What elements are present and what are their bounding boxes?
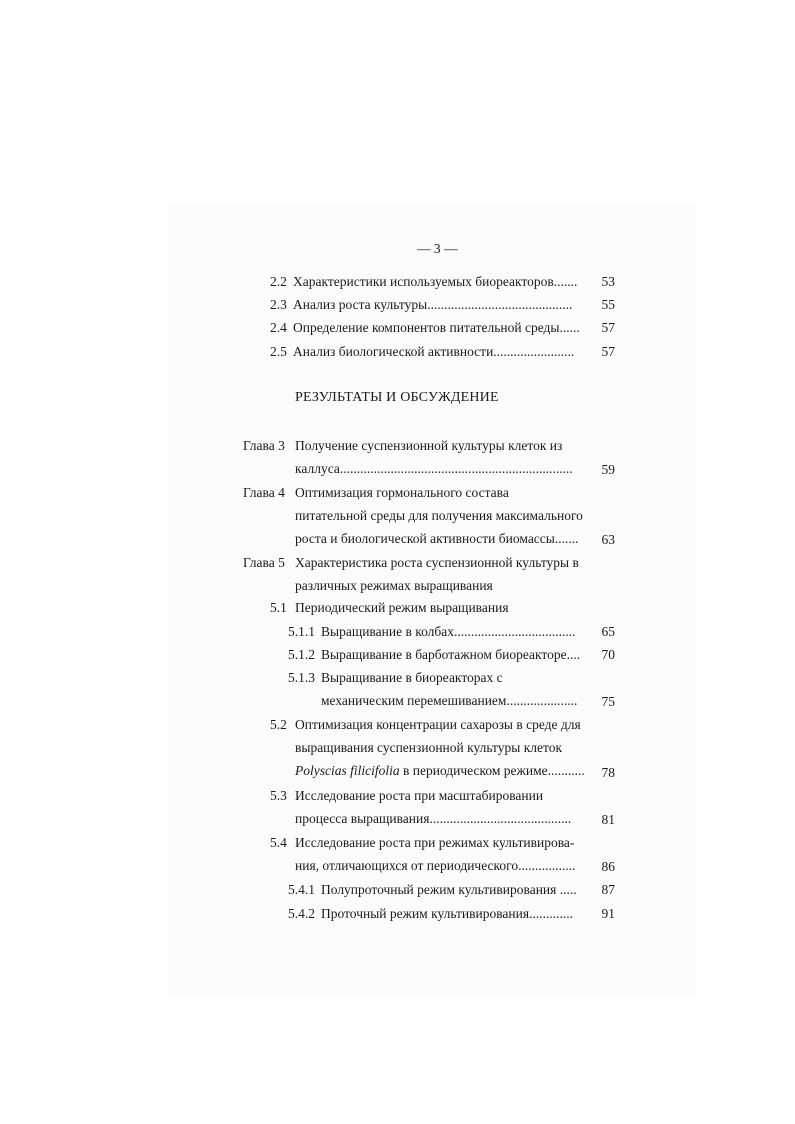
chapter-number: Глава 4 [243, 485, 285, 500]
toc-entry-text: Выращивание в барботажном биореакторе.... [321, 647, 581, 662]
toc-entry-text: Характеристики используемых биореакторов....... [293, 274, 578, 289]
toc-entry-text: ния, отличающихся от периодического................. [295, 858, 576, 873]
species-name: Polyscias filicifolia [295, 763, 400, 778]
toc-number: 5.3 [270, 788, 287, 803]
toc-number: 5.4 [270, 835, 287, 850]
toc-number: 5.1.2 [288, 647, 315, 662]
toc-page: 86 [601, 859, 615, 874]
toc-number: 5.1.3 [288, 670, 315, 685]
toc-page: 65 [601, 624, 615, 639]
toc-page: 70 [601, 647, 615, 662]
toc-entry-text: Получение суспензионной культуры клеток из [295, 438, 563, 453]
chapter-number: Глава 5 [243, 555, 285, 570]
toc-page: 55 [601, 297, 615, 312]
toc-entry-text: Характеристика роста суспензионной культуры в [295, 555, 579, 570]
toc-page: 91 [601, 906, 615, 921]
toc-entry-text: Выращивание в биореакторах с [321, 670, 503, 685]
toc-page: 57 [601, 320, 615, 335]
toc-page: 57 [601, 344, 615, 359]
toc-entry-text: Проточный режим культивирования............. [321, 906, 573, 921]
toc-number: 5.1 [270, 600, 287, 615]
toc-page: 75 [601, 694, 615, 709]
toc-page: 63 [601, 532, 615, 547]
page-number: — 3 — [417, 241, 458, 256]
toc-entry-text: Анализ биологической активности........................ [293, 344, 575, 359]
toc-entry-text: питательной среды для получения максимального [295, 508, 583, 523]
toc-entry-text-rest: в периодическом режиме........... [399, 763, 585, 778]
toc-number: 5.4.1 [288, 882, 315, 897]
toc-entry-text: Определение компонентов питательной среды...... [293, 320, 580, 335]
toc-entry-text: Исследование роста при режимах культивирова- [295, 835, 575, 850]
toc-entry-text: Выращивание в колбах.................................... [321, 624, 576, 639]
toc-page: 87 [601, 882, 615, 897]
toc-entry-text: Оптимизация гормонального состава [295, 485, 509, 500]
toc-entry-text: Полупроточный режим культивирования ..... [321, 882, 577, 897]
toc-number: 5.1.1 [288, 624, 315, 639]
chapter-number: Глава 3 [243, 438, 285, 453]
toc-entry-text: различных режимах выращивания [295, 578, 493, 593]
toc-page: 81 [601, 812, 615, 827]
toc-entry-text: выращивания суспензионной культуры клеток [295, 740, 563, 755]
toc-entry-text: каллуса..................................................................... [295, 461, 573, 476]
toc-number: 5.2 [270, 717, 287, 732]
toc-entry-text: Периодический режим выращивания [295, 600, 509, 615]
toc-entry-text: Оптимизация концентрации сахарозы в среде для [295, 717, 581, 732]
toc-entry-text: роста и биологической активности биомассы....... [295, 531, 579, 546]
toc-number: 5.4.2 [288, 906, 315, 921]
toc-page: 53 [601, 274, 615, 289]
toc-entry-text [295, 762, 585, 779]
toc-entry-text: механическим перемешиванием..................... [321, 693, 578, 708]
toc-number: 2.3 [270, 297, 287, 312]
toc-entry-text: Анализ роста культуры........................................... [293, 297, 573, 312]
toc-number: 2.5 [270, 344, 287, 359]
toc-entry-text: процесса выращивания.......................................... [295, 811, 572, 826]
toc-entry-text: Исследование роста при масштабировании [295, 788, 544, 803]
toc-number: 2.4 [270, 320, 287, 335]
toc-page: 59 [601, 462, 615, 477]
toc-number: 2.2 [270, 274, 287, 289]
section-heading: РЕЗУЛЬТАТЫ И ОБСУЖДЕНИЕ [295, 390, 499, 405]
toc-page: 78 [601, 765, 615, 780]
